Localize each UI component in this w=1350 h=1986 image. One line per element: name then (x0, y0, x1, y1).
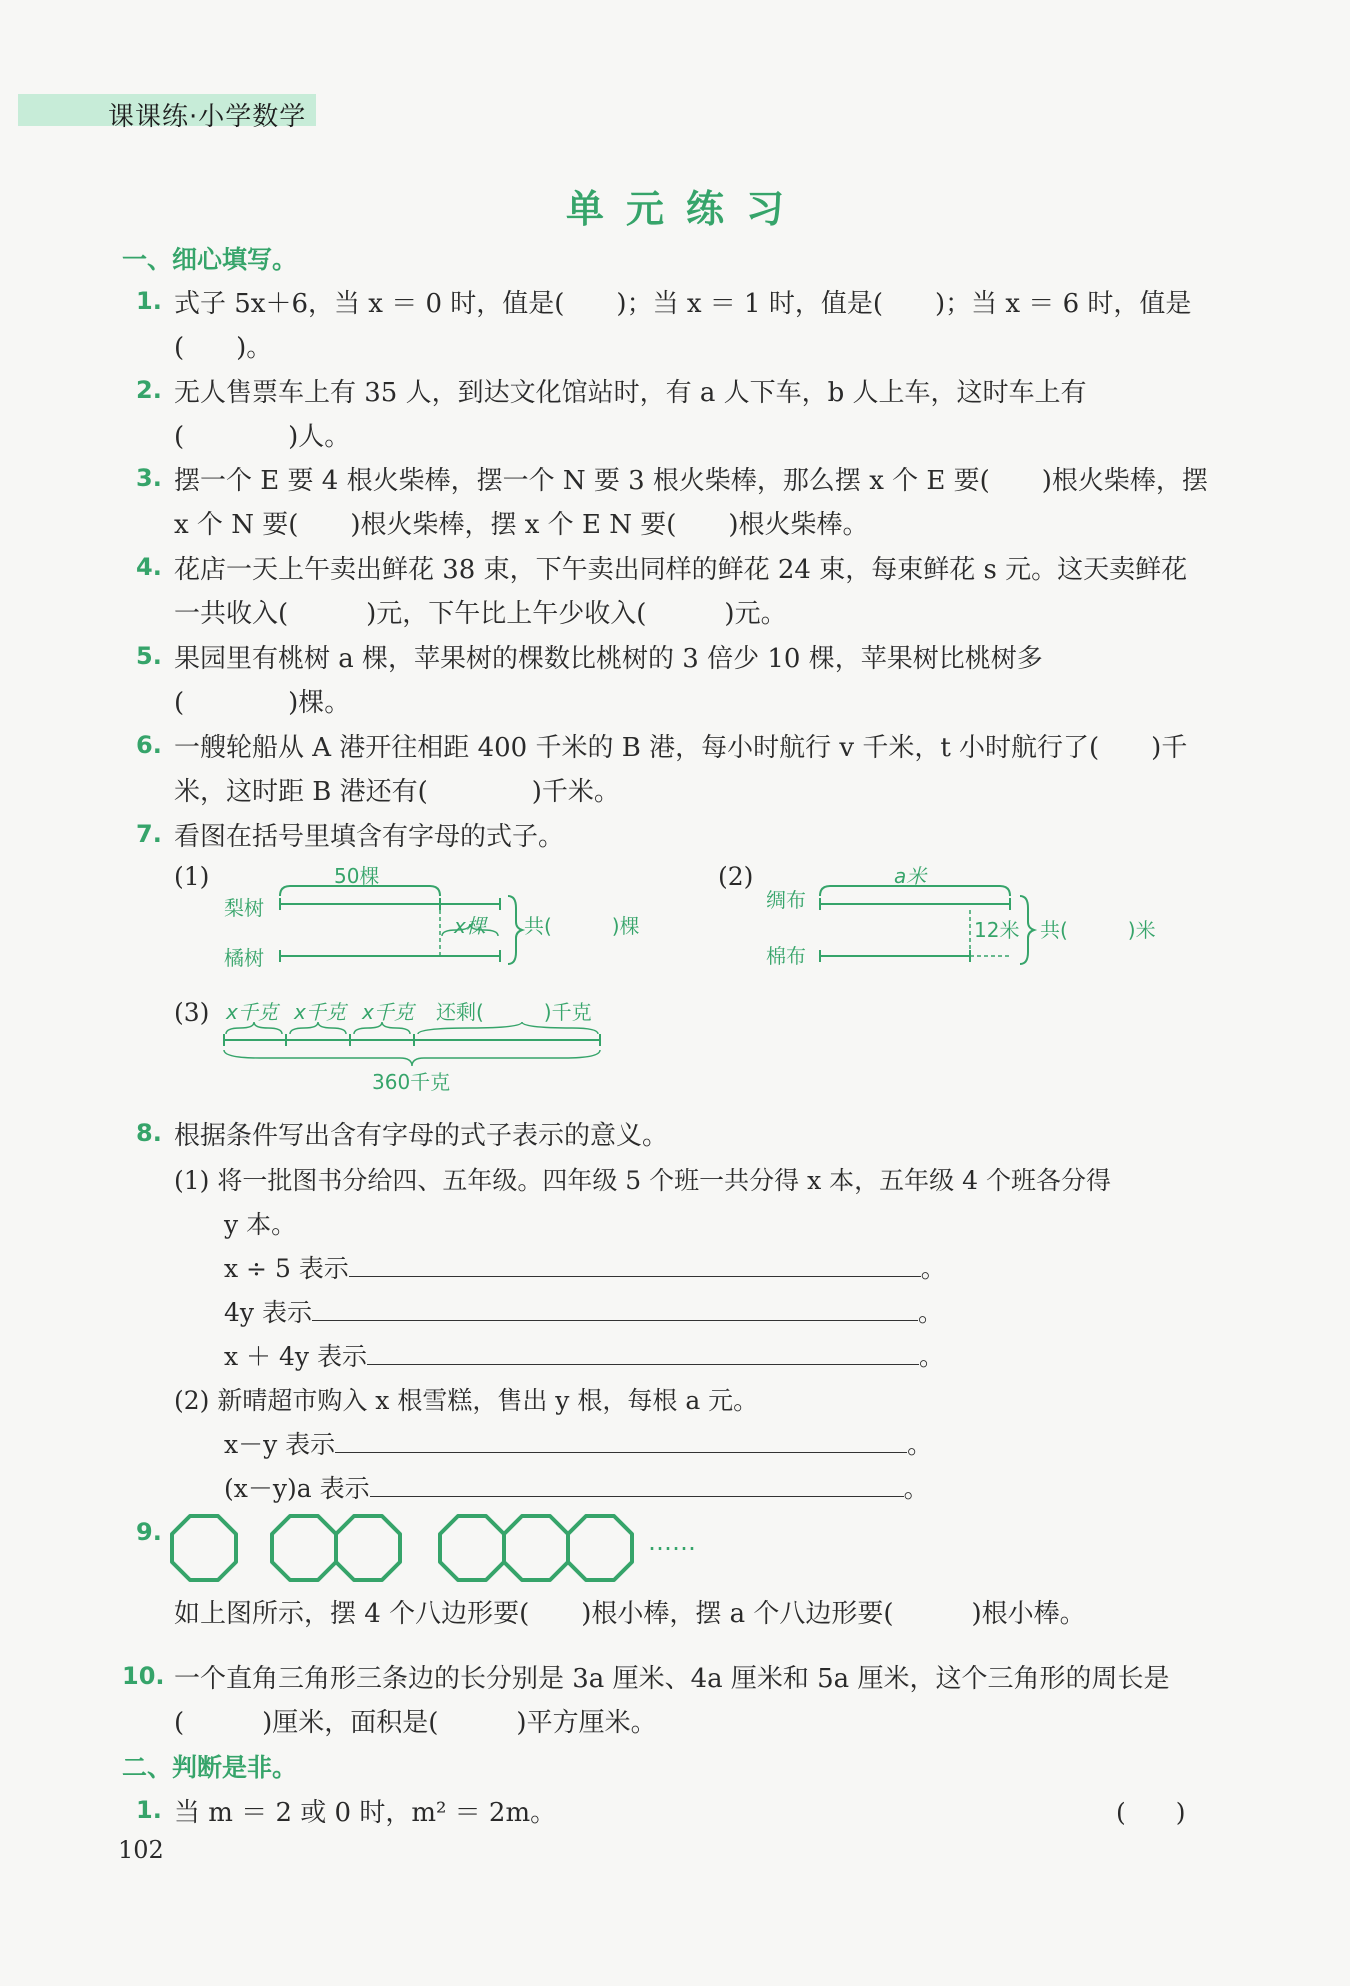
octagon-1 (172, 1516, 236, 1580)
q8-expr4-answer-line[interactable] (335, 1426, 907, 1453)
q5-line2: ( )棵。 (174, 688, 351, 718)
q8-expr1-row (224, 1248, 946, 1290)
q8-expr1-end: 。 (920, 1254, 946, 1283)
q6-line1: 一艘轮船从 A 港开往相距 400 千米的 B 港，每小时航行 v 千米，t 小时航行了( )千 (174, 733, 1188, 763)
q7-2-bar-b-label: 棉布 (766, 944, 806, 968)
q7-2-bar-a-label: 绸布 (766, 888, 806, 912)
q8-expr5-row (224, 1468, 929, 1510)
q7-line1: 看图在括号里填含有字母的式子。 (174, 822, 565, 852)
q2-number: 2. (136, 376, 162, 404)
q9-ellipsis: …… (648, 1528, 696, 1556)
q8-part1-line2: y 本。 (224, 1210, 297, 1239)
q7-2-top-label: a米 (894, 864, 927, 888)
q7-1-bar-diagram (270, 878, 530, 968)
q8-expr5-answer-line[interactable] (370, 1470, 904, 1497)
q1-line2: ( )。 (174, 333, 273, 363)
q8-expr4-row (224, 1424, 932, 1466)
q8-expr3-answer-line[interactable] (367, 1338, 919, 1365)
q7-3-seg1-label: x千克 (226, 1000, 278, 1024)
q10-line2: ( )厘米，面积是( )平方厘米。 (174, 1708, 657, 1738)
q8-expr1-label: x ÷ 5 表示 (224, 1254, 349, 1283)
octagon-2 (272, 1516, 336, 1580)
q9-line1: 如上图所示，摆 4 个八边形要( )根小棒，摆 a 个八边形要( )根小棒。 (174, 1599, 1086, 1629)
section-true-false: 二、判断是非。 (122, 1753, 298, 1782)
q7-number: 7. (136, 820, 162, 848)
q4-number: 4. (136, 553, 162, 581)
q6-number: 6. (136, 731, 162, 759)
q7-1-bar-b-label: 橘树 (224, 946, 264, 970)
page-title: 单元练习 (565, 187, 806, 231)
q8-part1-line1: (1) 将一批图书分给四、五年级。四年级 5 个班一共分得 x 本，五年级 4 个班各分得 (174, 1166, 1111, 1195)
q8-expr4-end: 。 (907, 1430, 933, 1459)
q7-part3-label: (3) (174, 998, 210, 1027)
q8-expr3-row (224, 1336, 944, 1378)
j1-number: 1. (136, 1796, 162, 1824)
q1-line1: 式子 5x＋6，当 x ＝ 0 时，值是( )；当 x ＝ 1 时，值是( )；当 x ＝ 6 时，值是 (174, 289, 1192, 319)
q8-expr1-answer-line[interactable] (349, 1250, 921, 1277)
q8-expr3-label: x ＋ 4y 表示 (224, 1342, 367, 1371)
q2-line1: 无人售票车上有 35 人，到达文化馆站时，有 a 人下车，b 人上车，这时车上有 (174, 378, 1087, 408)
q8-line1: 根据条件写出含有字母的式子表示的意义。 (174, 1121, 669, 1151)
q3-line1: 摆一个 E 要 4 根火柴棒，摆一个 N 要 3 根火柴棒，那么摆 x 个 E 要( )根火柴棒，摆 (174, 466, 1208, 496)
q8-expr5-end: 。 (903, 1474, 929, 1503)
q7-2-bar-diagram (810, 878, 1050, 968)
q8-expr2-end: 。 (917, 1298, 943, 1327)
q7-3-seg3-label: x千克 (362, 1000, 414, 1024)
q3-number: 3. (136, 464, 162, 492)
q4-line2: 一共收入( )元，下午比上午少收入( )元。 (174, 599, 787, 629)
q8-expr2-label: 4y 表示 (224, 1298, 312, 1327)
q6-line2: 米，这时距 B 港还有( )千米。 (174, 777, 620, 807)
q8-expr2-row (224, 1292, 943, 1334)
q5-number: 5. (136, 642, 162, 670)
octagon-3 (336, 1516, 400, 1580)
q4-line1: 花店一天上午卖出鲜花 38 束，下午卖出同样的鲜花 24 束，每束鲜花 s 元。这天卖鲜花 (174, 555, 1188, 585)
q7-3-seg2-label: x千克 (294, 1000, 346, 1024)
q9-octagon-pattern (168, 1512, 728, 1592)
q3-line2: x 个 N 要( )根火柴棒，摆 x 个 E N 要( )根火柴棒。 (174, 510, 869, 540)
q2-line2: ( )人。 (174, 422, 351, 452)
octagon-4 (440, 1516, 504, 1580)
j1-line1: 当 m ＝ 2 或 0 时，m² ＝ 2m。 (174, 1798, 557, 1828)
q7-1-bar-a-label: 梨树 (224, 896, 264, 920)
q7-part2-label: (2) (718, 862, 754, 891)
q7-3-total-label: 360千克 (372, 1070, 451, 1094)
q10-number: 10. (122, 1662, 165, 1690)
q1-number: 1. (136, 287, 162, 315)
section-fill-blanks: 一、细心填写。 (122, 245, 298, 274)
octagon-6 (568, 1516, 632, 1580)
q7-3-bar-diagram (220, 1020, 620, 1070)
q8-part2-line: (2) 新晴超市购入 x 根雪糕，售出 y 根，每根 a 元。 (174, 1386, 759, 1415)
q8-expr5-label: (x－y)a 表示 (224, 1474, 370, 1503)
q10-line1: 一个直角三角形三条边的长分别是 3a 厘米、4a 厘米和 5a 厘米，这个三角形的周长是 (174, 1664, 1170, 1694)
q7-1-total-label: 共( )棵 (524, 914, 640, 938)
q9-number: 9. (136, 1518, 162, 1546)
q8-expr2-answer-line[interactable] (312, 1294, 918, 1321)
book-title: 课课练·小学数学 (108, 102, 307, 132)
q7-2-x-label: 12米 (974, 918, 1020, 942)
octagon-5 (504, 1516, 568, 1580)
page-number: 102 (118, 1836, 164, 1864)
q8-expr3-end: 。 (918, 1342, 944, 1371)
q7-1-top-label: 50棵 (334, 864, 380, 888)
q7-part1-label: (1) (174, 862, 210, 891)
q7-2-total-label: 共( )米 (1040, 918, 1156, 942)
q5-line1: 果园里有桃树 a 棵，苹果树的棵数比桃树的 3 倍少 10 棵，苹果树比桃树多 (174, 644, 1043, 674)
q7-3-rest-label: 还剩( )千克 (436, 1000, 592, 1024)
q8-expr4-label: x－y 表示 (224, 1430, 336, 1459)
q8-number: 8. (136, 1119, 162, 1147)
q7-1-x-label: x棵 (454, 914, 486, 938)
j1-answer-paren[interactable]: ( ) (1116, 1798, 1186, 1827)
